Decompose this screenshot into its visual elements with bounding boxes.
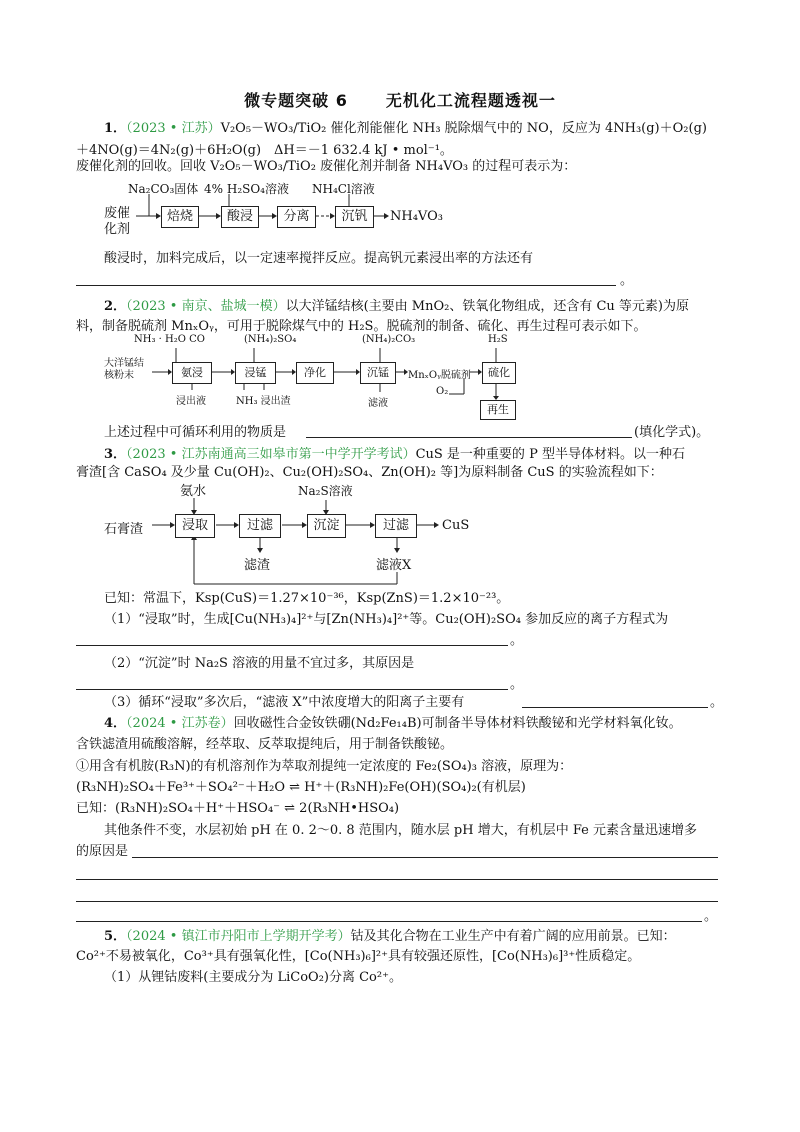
q4-question-cont: 的原因是 [76, 844, 129, 859]
q4-equation1: (R₃NH)₂SO₄＋Fe³⁺＋SO₄²⁻＋H₂O ⇌ H⁺＋(R₃NH)₂Fe(OH)(SO₄)₂(有机层) [76, 780, 526, 795]
q3-step-filter2: 过滤 [375, 514, 417, 538]
q1-source: （2023 • 江苏） [126, 121, 221, 136]
q1-answer-blank[interactable] [76, 285, 616, 286]
q3-sub1: （1）“浸取”时，生成[Cu(NH₃)₄]²⁺与[Zn(NH₃)₄]²⁺等。Cu₂(OH)₂SO₄ 参加反应的离子方程式为 [104, 612, 669, 627]
q3-product: CuS [442, 518, 470, 533]
q3-line1: 3．（2023 • 江苏南通高三如皋市第一中学开学考试）CuS 是一种重要的 P 型半导体材料。以一种石 [104, 447, 685, 462]
q3-step-precipitate: 沉淀 [307, 514, 346, 538]
q2-line1: 2．（2023 • 南京、盐城一模）以大洋锰结核(主要由 MnO₂、铁氧化物组成，还含有 Cu 等元素)为原 [104, 299, 689, 314]
q2-answer-blank[interactable] [306, 437, 632, 438]
q2-step-precipitate: 沉锰 [360, 362, 396, 384]
q2-flowchart: NH₃ · H₂O CO (NH₄)₂SO₄ (NH₄)₂CO₃ H₂S 大洋锰结核粉末 氨浸 浸锰 净化 沉锰 MnₓOᵧ脱硫剂 硫化 再生 O₂ 浸出液 NH₃ 浸出渣 滤液 [104, 334, 544, 420]
q2-step-ammonia-leach: 氨浸 [172, 362, 212, 384]
q4-line3: ①用含有机胺(R₃N)的有机溶剂作为萃取剂提纯一定浓度的 Fe₂(SO₄)₃ 溶液，原理为： [76, 759, 573, 774]
q3-step-leach: 浸取 [175, 514, 215, 538]
q2-step-sulfidize: 硫化 [482, 362, 516, 384]
q3-source: （2023 • 江苏南通高三如皋市第一中学开学考试） [126, 447, 416, 462]
page-title: 微专题突破 6 无机化工流程题透视一 [244, 91, 556, 110]
q1-product: NH₄VO₃ [390, 209, 443, 224]
q1-step-precipitate: 沉钒 [335, 206, 374, 228]
q2-source: （2023 • 南京、盐城一模） [126, 299, 286, 314]
q4-source: （2024 • 江苏卷） [126, 716, 234, 731]
q5-line1: 5．（2024 • 镇江市丹阳市上学期开学考）钴及其化合物在工业生产中有着广阔的应用前景。已知： [104, 929, 676, 944]
q2-step-regenerate: 再生 [480, 400, 516, 420]
q1-line3: 废催化剂的回收。回收 V₂O₅－WO₃/TiO₂ 废催化剂并制备 NH₄VO₃ 的过程可表示为： [76, 159, 577, 174]
q4-blank3[interactable] [76, 901, 718, 902]
q1-line2: ＋4NO(g)＝4N₂(g)＋6H₂O(g) ΔH＝－1 632.4 kJ • mol⁻¹。 [76, 143, 453, 158]
q1-step-acid-leach: 酸浸 [221, 206, 259, 228]
q2-step-purify: 净化 [296, 362, 334, 384]
q3-known: 已知：常温下，Ksp(CuS)＝1.27×10⁻³⁶，Ksp(ZnS)＝1.2×10⁻²³。 [104, 591, 510, 606]
q3-sub3: （3）循环“浸取”多次后，“滤液 X”中浓度增大的阳离子主要有 [104, 695, 465, 710]
q1-step-roast: 焙烧 [161, 206, 199, 228]
q3-line2: 膏渣[含 CaSO₄ 及少量 Cu(OH)₂、Cu₂(OH)₂SO₄、Zn(OH)₂ 等]为原料制备 CuS 的实验流程如下： [76, 465, 663, 480]
q3-sub2-blank[interactable] [76, 689, 508, 690]
q4-question: 其他条件不变，水层初始 pH 在 0. 2～0. 8 范围内，随水层 pH 增大，有机层中 Fe 元素含量迅速增多 [104, 823, 697, 838]
q4-blank2[interactable] [76, 879, 718, 880]
q2-line2: 料，制备脱硫剂 MnₓOᵧ，可用于脱除煤气中的 H₂S。脱硫剂的制备、硫化、再生过程可表示如下。 [76, 319, 647, 334]
q2-step-mn-leach: 浸锰 [235, 362, 276, 384]
q4-line1: 4．（2024 • 江苏卷）回收磁性合金钕铁硼(Nd₂Fe₁₄B)可制备半导体材料铁酸铋和光学材料氧化钕。 [104, 716, 682, 731]
q3-step-filter1: 过滤 [239, 514, 281, 538]
q4-line2: 含铁滤渣用硫酸溶解，经萃取、反萃取提纯后，用于制备铁酸铋。 [76, 737, 454, 752]
q3-flowchart: 氨水 Na₂S溶液 石膏渣 浸取 过滤 沉淀 过滤 CuS 滤渣 滤液X [104, 480, 524, 586]
q2-start: 大洋锰结核粉末 [104, 358, 144, 381]
q3-sub1-blank[interactable] [76, 645, 508, 646]
q1-flowchart: Na₂CO₃固体 4% H₂SO₄溶液 NH₄Cl溶液 废催化剂 焙烧 酸浸 分离 沉钒 NH₄VO₃ [104, 178, 504, 238]
q5-line2: Co²⁺不易被氧化，Co³⁺具有强氧化性，[Co(NH₃)₆]²⁺具有较强还原性，[Co(NH₃)₆]³⁺性质稳定。 [76, 949, 641, 964]
q4-equation2: 已知：(R₃NH)₂SO₄＋H⁺＋HSO₄⁻ ⇌ 2(R₃NH•HSO₄) [76, 801, 400, 816]
q5-sub1: （1）从锂钴废料(主要成分为 LiCoO₂)分离 Co²⁺。 [104, 970, 402, 985]
worksheet-page: 微专题突破 6 无机化工流程题透视一 1．（2023 • 江苏）V₂O₅－WO₃/TiO₂ 催化剂能催化 NH₃ 脱除烟气中的 NO，反应为 4NH₃(g)＋O₂(g) ＋4NO(g)＝4N₂(g)＋6H₂O(g) ΔH＝－1 632.4 kJ • mol⁻¹。 废催化剂的回收。回收 V₂O₅－WO₃/TiO₂ 废催化剂并制备 NH₄VO₃ 的过程可表示为： Na₂CO₃固体 4% H₂SO₄溶液 NH₄Cl溶液 废催化剂 焙烧 酸浸 分离 沉钒 NH₄VO₃ 酸浸时，加料完成后，以一定速率搅拌反应。提高钒元素浸出率的方法还有 。 2．（2023 • 南京、盐城一模）以大洋锰结核(主要由 MnO₂、铁氧化物组成，还含有 Cu 等元素)为原 料，制备脱硫剂 MnₓOᵧ，可用于脱除煤气中的 H₂S。脱硫剂的制备、硫化、再生过程可表示如下。 NH₃ · H₂O CO (NH₄)₂SO₄ (NH₄)₂CO₃ H₂S 大洋锰结核粉末 氨浸 浸锰 净化 沉锰 MnₓOᵧ脱硫剂 硫化 再生 O₂ 浸出液 NH₃ 浸出渣 滤液 上述过程中可循环利用的物质是 (填化学式)。 3．（2023 • 江苏南通高三如皋市第一中学开学考试）CuS 是一种重要的 P 型半导体材料。以一种石 膏渣[含 CaSO₄ 及少量 Cu(OH)₂、Cu₂(OH)₂SO₄、Zn(OH)₂ 等]为原料制备 CuS 的实验流程如下： 氨水 Na₂S溶液 石膏渣 浸取 过滤 沉淀 过滤 CuS 滤渣 滤液X 已知：常温下，Ksp(CuS)＝1.27×10⁻³⁶，Ksp(ZnS)＝1.2×10⁻²³。 （1）“浸取”时，生成[Cu(NH₃)₄]²⁺与[Zn(NH₃)₄]²⁺等。Cu₂(OH)₂SO₄ 参加反应的离子方程式为 。 （2）“沉淀”时 Na₂S 溶液的用量不宜过多，其原因是 。 （3）循环“浸取”多次后，“滤液 X”中浓度增大的阳离子主要有 。 4．（2024 • 江苏卷）回收磁性合金钕铁硼(Nd₂Fe₁₄B)可制备半导体材料铁酸铋和光学材料氧化钕。 含铁滤渣用硫酸溶解，经萃取、反萃取提纯后，用于制备铁酸铋。 ①用含有机胺(R₃N)的有机溶剂作为萃取剂提纯一定浓度的 Fe₂(SO₄)₃ 溶液，原理为： (R₃NH)₂SO₄＋Fe³⁺＋SO₄²⁻＋H₂O ⇌ H⁺＋(R₃NH)₂Fe(OH)(SO₄)₂(有机层) 已知：(R₃NH)₂SO₄＋H⁺＋HSO₄⁻ ⇌ 2(R₃NH•HSO₄) 其他条件不变，水层初始 pH 在 0. 2～0. 8 范围内，随水层 pH 增大，有机层中 Fe 元素含量迅速增多 的原因是 。 5．（2024 • 镇江市丹阳市上学期开学考）钴及其化合物在工业生产中有着广阔的应用前景。已知： Co²⁺不易被氧化，Co³⁺具有强氧化性，[Co(NH₃)₆]²⁺具有较强还原性，[Co(NH₃)₆]³⁺性质稳定。 （1）从锂钴废料(主要成分为 LiCoO₂)分离 Co²⁺。 [0, 0, 800, 1132]
q4-blank4[interactable] [76, 921, 702, 922]
q1-line1: 1．（2023 • 江苏）V₂O₅－WO₃/TiO₂ 催化剂能催化 NH₃ 脱除烟气中的 NO，反应为 4NH₃(g)＋O₂(g) [104, 121, 707, 136]
q2-question: 上述过程中可循环利用的物质是 [104, 425, 287, 440]
q3-sub2: （2）“沉淀”时 Na₂S 溶液的用量不宜过多，其原因是 [104, 656, 415, 671]
q1-step-separate: 分离 [277, 206, 316, 228]
q4-blank1[interactable] [132, 857, 718, 858]
q5-source: （2024 • 镇江市丹阳市上学期开学考） [126, 929, 351, 944]
q1-question: 酸浸时，加料完成后，以一定速率搅拌反应。提高钒元素浸出率的方法还有 [104, 251, 534, 266]
q3-start: 石膏渣 [104, 522, 144, 537]
q3-sub3-blank[interactable] [522, 707, 708, 708]
